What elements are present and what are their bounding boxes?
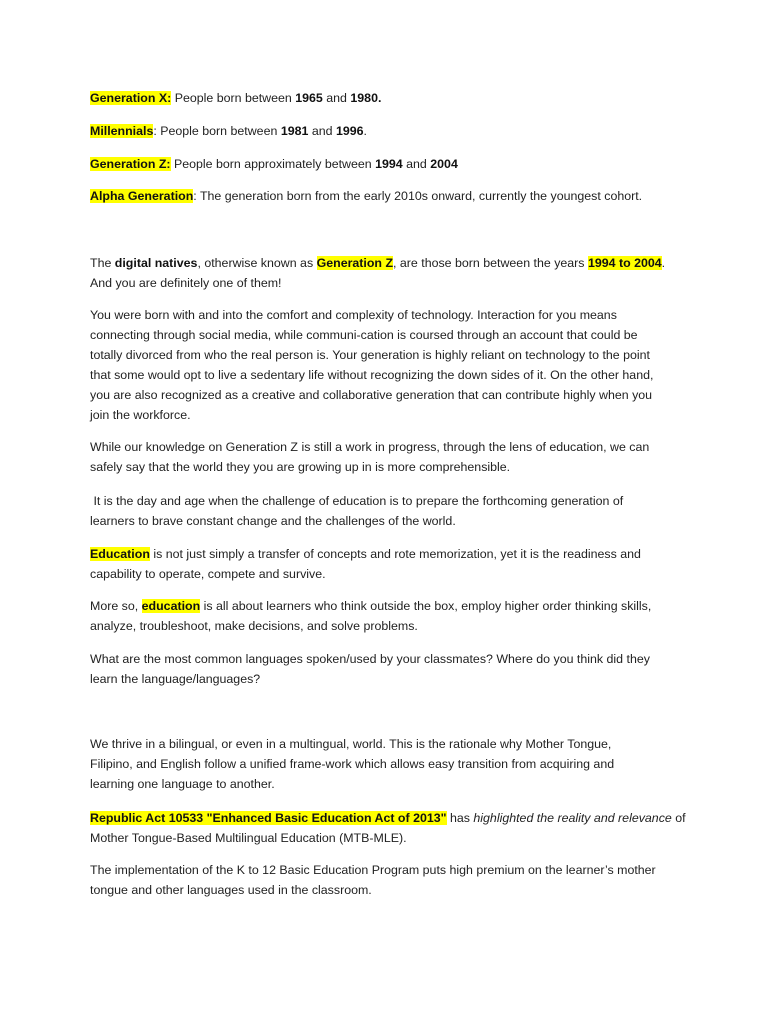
paragraph: [90, 860, 656, 900]
text-run: People born approximately between: [170, 157, 376, 171]
text-run: highlighted the reality and relevance: [473, 811, 672, 825]
text-line: [90, 808, 686, 828]
text-line: [90, 186, 642, 206]
text-run: : The generation born from the early 2010s onward, currently the youngest cohort.: [193, 189, 643, 203]
text-run: and: [308, 124, 336, 138]
highlighted-text: Alpha Generation: [90, 189, 194, 203]
text-line: [90, 511, 623, 531]
text-run: is not just simply a transfer of concepts and rote memorization, yet it is the readiness and: [149, 547, 641, 561]
paragraph: [90, 544, 641, 584]
paragraph: [90, 154, 458, 174]
text-run: has: [446, 811, 474, 825]
text-line: [90, 649, 650, 669]
text-line: [90, 345, 653, 365]
text-run: learning one language to another.: [90, 777, 275, 791]
text-run: , otherwise known as: [197, 256, 317, 270]
paragraph: [90, 253, 665, 293]
text-run: The: [90, 256, 115, 270]
text-run: We thrive in a bilingual, or even in a multingual, world. This is the rationale why Mother Tongue,: [90, 737, 612, 751]
text-run: analyze, troubleshoot, make decisions, and solve problems.: [90, 619, 418, 633]
text-line: [90, 491, 623, 511]
text-line: [90, 88, 381, 108]
text-run: that some would opt to live a sedentary life without recognizing the down sides of it. On the other hand,: [90, 368, 654, 382]
text-run: of: [671, 811, 686, 825]
paragraph: [90, 305, 653, 425]
text-run: People born between: [171, 91, 296, 105]
text-run: And you are definitely one of them!: [90, 276, 282, 290]
paragraph: [90, 491, 623, 531]
text-run: you are also recognized as a creative and collaborative generation that can contribute highly when you: [90, 388, 653, 402]
text-line: [90, 385, 653, 405]
text-run: Filipino, and English follow a unified frame-work which allows easy transition from acquiring and: [90, 757, 615, 771]
highlighted-text: Generation X:: [90, 91, 172, 105]
text-line: [90, 669, 650, 689]
paragraph: [90, 121, 367, 141]
text-line: [90, 154, 458, 174]
text-line: [90, 305, 653, 325]
text-line: [90, 457, 649, 477]
text-run: connecting through social media, while communi-cation is coursed through an account that could be: [90, 328, 638, 342]
text-run: .: [661, 256, 666, 270]
text-line: [90, 253, 665, 273]
text-run: 1980.: [350, 91, 382, 105]
text-line: [90, 121, 367, 141]
paragraph: [90, 596, 651, 636]
text-line: [90, 860, 656, 880]
text-line: [90, 325, 653, 345]
text-run: learn the language/languages?: [90, 672, 261, 686]
text-run: 2004: [430, 157, 458, 171]
text-line: [90, 564, 641, 584]
text-run: More so,: [90, 599, 142, 613]
text-run: 1981: [280, 124, 309, 138]
text-line: [90, 828, 686, 848]
text-run: It is the day and age when the challenge of education is to prepare the forthcoming generation of: [90, 494, 624, 508]
text-run: capability to operate, compete and survive.: [90, 567, 326, 581]
text-run: , are those born between the years: [393, 256, 588, 270]
text-run: What are the most common languages spoken/used by your classmates? Where do you think did they: [90, 652, 650, 666]
text-run: and: [322, 91, 351, 105]
text-line: [90, 616, 651, 636]
text-run: is all about learners who think outside the box, employ higher order thinking skills,: [200, 599, 652, 613]
text-run: and: [402, 157, 431, 171]
text-run: safely say that the world they you are growing up in is more comprehensible.: [90, 460, 511, 474]
text-run: .: [363, 124, 367, 138]
paragraph: [90, 88, 381, 108]
text-line: [90, 754, 614, 774]
highlighted-text: Millennials: [90, 124, 154, 138]
text-run: 1996: [335, 124, 364, 138]
text-line: [90, 437, 649, 457]
text-run: 1965: [295, 91, 323, 105]
highlighted-text: Republic Act 10533 "Enhanced Basic Education Act of 2013": [90, 811, 447, 825]
text-run: Mother Tongue-Based Multilingual Education (MTB-MLE).: [90, 831, 407, 845]
text-run: learners to brave constant change and the challenges of the world.: [90, 514, 456, 528]
text-line: [90, 774, 614, 794]
text-run: digital natives: [114, 256, 198, 270]
text-line: [90, 365, 653, 385]
text-run: The implementation of the K to 12 Basic Education Program puts high premium on the learner’s mother: [90, 863, 656, 877]
highlighted-text: Generation Z:: [90, 157, 171, 171]
text-run: You were born with and into the comfort and complexity of technology. Interaction for you means: [90, 308, 617, 322]
text-line: [90, 544, 641, 564]
highlighted-text: Generation Z: [316, 256, 394, 270]
paragraph: [90, 186, 642, 206]
paragraph: [90, 649, 650, 689]
text-line: [90, 273, 665, 293]
highlighted-text: 1994 to 2004: [587, 256, 662, 270]
text-line: [90, 596, 651, 616]
paragraph: [90, 437, 649, 477]
text-line: [90, 734, 614, 754]
text-run: While our knowledge on Generation Z is still a work in progress, through the lens of education, we can: [90, 440, 650, 454]
paragraph: [90, 808, 686, 848]
text-run: : People born between: [153, 124, 281, 138]
text-run: totally divorced from who the real person is. Your generation is highly reliant on technology to the point: [90, 348, 650, 362]
text-line: [90, 405, 653, 425]
text-run: tongue and other languages used in the classroom.: [90, 883, 372, 897]
paragraph: [90, 734, 614, 794]
text-run: join the workforce.: [90, 408, 191, 422]
highlighted-text: Education: [90, 547, 150, 561]
text-line: [90, 880, 656, 900]
highlighted-text: education: [141, 599, 201, 613]
text-run: 1994: [375, 157, 403, 171]
